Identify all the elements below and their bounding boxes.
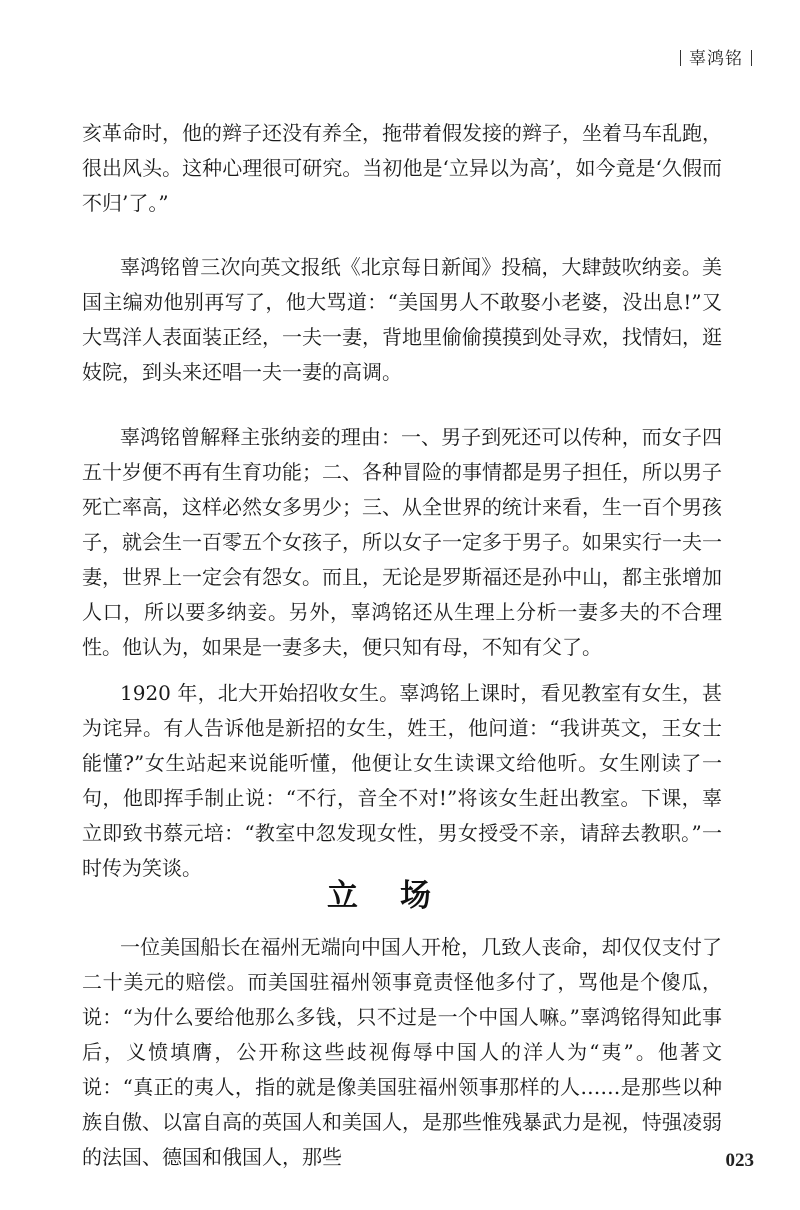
paragraph-continuation: 亥革命时，他的辫子还没有养全，拖带着假发接的辫子，坐着马车乱跑，很出风头。这种心理很可研究。当初他是‘立异以为高’，如今竟是‘久假而不归’了。” (82, 121, 722, 215)
paragraph-concubine-advocacy: 辜鸿铭曾三次向英文报纸《北京每日新闻》投稿，大肆鼓吹纳妾。美国主编劝他别再写了，他大骂道：“美国男人不敢娶小老婆，没出息!”又大骂洋人表面装正经，一夫一妻，背地里偷偷摸摸到处寻欢，找情妇，逛妓院，到头来还唱一夫一妻的高调。 (82, 255, 722, 384)
running-head (672, 44, 760, 69)
page-number: 023 (725, 1150, 754, 1171)
running-title: 辜鸿铭 (689, 49, 743, 69)
section-heading: 立场 (327, 878, 473, 914)
header-divider-left (680, 50, 681, 66)
paragraph-concubine-reasons: 辜鸿铭曾解释主张纳妾的理由：一、男子到死还可以传种，而女子四五十岁便不再有生育功能；二、各种冒险的事情都是男子担任，所以男子死亡率高，这样必然女多男少；三、从全世界的统计来看，生一百个男孩子，就会生一百零五个女孩子，所以女子一定多于男子。如果实行一夫一妻，世界上一定会有怨女。而且，无论是罗斯福还是孙中山，都主张增加人口，所以要多纳妾。另外，辜鸿铭还从生理上分析一妻多夫的不合理性。他认为，如果是一妻多夫，便只知有母，不知有父了。 (82, 425, 722, 659)
header-divider-right (751, 50, 752, 66)
section-paragraph: 一位美国船长在福州无端向中国人开枪，几致人丧命，却仅仅支付了二十美元的赔偿。而美国驻福州领事竟责怪他多付了，骂他是个傻瓜，说：“为什么要给他那么多钱，只不过是一个中国人嘛。”辜鸿铭得知此事后，义愤填膺，公开称这些歧视侮辱中国人的洋人为“夷”。他著文说：“真正的夷人，指的就是像美国驻福州领事那样的人……是那些以种族自傲、以富自高的英国人和美国人，是那些惟残暴武力是视，恃强凌弱的法国、德国和俄国人，那些 (82, 935, 722, 1169)
paragraph-female-student: 1920 年，北大开始招收女生。辜鸿铭上课时，看见教室有女生，甚为诧异。有人告诉他是新招的女生，姓王，他问道：“我讲英文，王女士能懂?”女生站起来说能听懂，他便让女生读课文给他听。女生刚读了一句，他即挥手制止说：“不行，音全不对!”将该女生赶出教室。下课，辜立即致书蔡元培：“教室中忽发现女性，男女授受不亲，请辞去教职。”一时传为笑谈。 (82, 681, 722, 880)
